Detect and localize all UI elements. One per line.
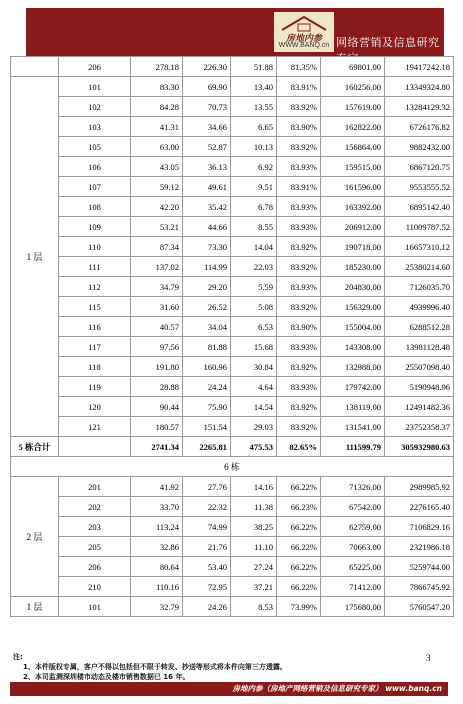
cell-total: 5259744.00 — [385, 557, 454, 577]
cell-unit: 106 — [59, 157, 131, 177]
cell-price: 204830.00 — [321, 277, 385, 297]
cell-price: 155004.00 — [321, 317, 385, 337]
cell-c: 22.03 — [231, 257, 277, 277]
cell-total: 7866745.92 — [385, 577, 454, 597]
table-row — [11, 597, 454, 617]
cell-b: 22.32 — [183, 497, 231, 517]
floor-cell — [11, 57, 59, 77]
page-footer: 房地内参（房地产网络营销及信息研究专家） www.banq.cn — [10, 682, 448, 696]
cell-unit: 121 — [59, 417, 131, 437]
cell-b: 69.90 — [183, 77, 231, 97]
cell-pct: 83.93% — [277, 157, 321, 177]
cell-c: 27.24 — [231, 557, 277, 577]
cell-a: 42.20 — [131, 197, 183, 217]
cell-unit: 107 — [59, 177, 131, 197]
cell-price: 190718.00 — [321, 237, 385, 257]
cell-price: 175680.00 — [321, 597, 385, 617]
cell-unit: 118 — [59, 357, 131, 377]
total-price: 111599.79 — [321, 437, 385, 457]
cell-price: 156864.00 — [321, 137, 385, 157]
cell-total: 6288512.28 — [385, 317, 454, 337]
header-title: 网络营销及信息研究专家 — [336, 36, 440, 65]
cell-c: 6.53 — [231, 317, 277, 337]
cell-c: 6.78 — [231, 197, 277, 217]
cell-total: 19417242.18 — [385, 57, 454, 77]
cell-c: 5.59 — [231, 277, 277, 297]
cell-price: 179742.00 — [321, 377, 385, 397]
page-number: 3 — [426, 653, 431, 663]
cell-c: 4.64 — [231, 377, 277, 397]
table-row — [11, 477, 454, 497]
cell-a: 113.24 — [131, 517, 183, 537]
cell-a: 59.12 — [131, 177, 183, 197]
cell-pct: 83.93% — [277, 217, 321, 237]
sales-table — [10, 56, 454, 617]
cell-total: 7106829.16 — [385, 517, 454, 537]
floor-cell: 1 层 — [11, 77, 59, 437]
table-row — [11, 137, 454, 157]
cell-unit: 101 — [59, 77, 131, 97]
cell-b: 70.73 — [183, 97, 231, 117]
table-row — [11, 537, 454, 557]
cell-pct: 83.92% — [277, 237, 321, 257]
cell-b: 36.13 — [183, 157, 231, 177]
notes-line-2: 2、本司监测深圳楼市动态及楼市销售数据已 16 年。 — [23, 673, 190, 681]
cell-total: 2321986.18 — [385, 537, 454, 557]
cell-a: 110.16 — [131, 577, 183, 597]
total-unit — [59, 437, 131, 457]
cell-b: 24.26 — [183, 597, 231, 617]
cell-pct: 83.93% — [277, 277, 321, 297]
cell-unit: 210 — [59, 577, 131, 597]
cell-price: 185230.00 — [321, 257, 385, 277]
table-row — [11, 397, 454, 417]
cell-b: 21.76 — [183, 537, 231, 557]
cell-total: 11009787.52 — [385, 217, 454, 237]
table-row — [11, 77, 454, 97]
cell-unit: 203 — [59, 517, 131, 537]
table-row — [11, 257, 454, 277]
total-label: 5 栋合计 — [11, 437, 59, 457]
cell-unit: 115 — [59, 297, 131, 317]
cell-total: 25507098.40 — [385, 357, 454, 377]
total-a: 2741.34 — [131, 437, 183, 457]
cell-pct: 83.92% — [277, 297, 321, 317]
cell-a: 53.21 — [131, 217, 183, 237]
cell-b: 49.61 — [183, 177, 231, 197]
cell-price: 67542.00 — [321, 497, 385, 517]
cell-a: 90.44 — [131, 397, 183, 417]
cell-total: 13349324.80 — [385, 77, 454, 97]
cell-unit: 117 — [59, 337, 131, 357]
cell-pct: 83.90% — [277, 117, 321, 137]
cell-unit: 206 — [59, 57, 131, 77]
cell-unit: 120 — [59, 397, 131, 417]
cell-total: 16657310.12 — [385, 237, 454, 257]
cell-total: 23752358.37 — [385, 417, 454, 437]
cell-unit: 109 — [59, 217, 131, 237]
table-row — [11, 217, 454, 237]
table-row — [11, 557, 454, 577]
cell-unit: 201 — [59, 477, 131, 497]
cell-a: 40.57 — [131, 317, 183, 337]
cell-pct: 83.93% — [277, 337, 321, 357]
cell-b: 26.52 — [183, 297, 231, 317]
total-c: 475.53 — [231, 437, 277, 457]
cell-unit: 108 — [59, 197, 131, 217]
cell-unit: 111 — [59, 257, 131, 277]
cell-total: 9882432.00 — [385, 137, 454, 157]
cell-pct: 83.92% — [277, 417, 321, 437]
cell-price: 70663.00 — [321, 537, 385, 557]
cell-a: 32.79 — [131, 597, 183, 617]
cell-pct: 73.99% — [277, 597, 321, 617]
cell-b: 72.95 — [183, 577, 231, 597]
cell-b: 44.66 — [183, 217, 231, 237]
notes-line-1: 1、本件版权专属，客户不得以包括但不限于转发、抄送等形式将本件向第三方透露。 — [23, 663, 287, 671]
table-row — [11, 497, 454, 517]
house-roof-icon — [278, 14, 330, 32]
table-row — [11, 317, 454, 337]
cell-c: 11.38 — [231, 497, 277, 517]
cell-a: 83.30 — [131, 77, 183, 97]
cell-c: 8.53 — [231, 597, 277, 617]
table-row — [11, 337, 454, 357]
total-pct: 82.65% — [277, 437, 321, 457]
cell-a: 34.79 — [131, 277, 183, 297]
cell-unit: 105 — [59, 137, 131, 157]
cell-a: 28.88 — [131, 377, 183, 397]
logo — [274, 12, 334, 52]
cell-a: 191.80 — [131, 357, 183, 377]
cell-total: 6726176.82 — [385, 117, 454, 137]
cell-c: 38.25 — [231, 517, 277, 537]
cell-c: 13.40 — [231, 77, 277, 97]
cell-c: 51.88 — [231, 57, 277, 77]
cell-pct: 83.92% — [277, 137, 321, 157]
table-row — [11, 277, 454, 297]
table-row — [11, 197, 454, 217]
cell-price: 156329.00 — [321, 297, 385, 317]
cell-unit: 119 — [59, 377, 131, 397]
cell-a: 32.86 — [131, 537, 183, 557]
cell-total: 2276165.40 — [385, 497, 454, 517]
cell-pct: 83.91% — [277, 77, 321, 97]
cell-a: 80.64 — [131, 557, 183, 577]
cell-a: 180.57 — [131, 417, 183, 437]
cell-pct: 66.22% — [277, 517, 321, 537]
logo-text: 房地内参 — [285, 33, 322, 43]
cell-pct: 66.22% — [277, 577, 321, 597]
cell-a: 278.18 — [131, 57, 183, 77]
cell-c: 29.03 — [231, 417, 277, 437]
total-total: 305932980.63 — [385, 437, 454, 457]
cell-b: 75.90 — [183, 397, 231, 417]
cell-a: 87.34 — [131, 237, 183, 257]
cell-total: 13284129.32 — [385, 97, 454, 117]
cell-price: 138119.00 — [321, 397, 385, 417]
cell-unit: 205 — [59, 537, 131, 557]
cell-b: 226.30 — [183, 57, 231, 77]
cell-a: 31.60 — [131, 297, 183, 317]
cell-pct: 83.93% — [277, 377, 321, 397]
cell-price: 131541.00 — [321, 417, 385, 437]
cell-total: 6867120.75 — [385, 157, 454, 177]
cell-total: 9553555.52 — [385, 177, 454, 197]
cell-a: 41.92 — [131, 477, 183, 497]
cell-price: 71326.00 — [321, 477, 385, 497]
cell-c: 15.68 — [231, 337, 277, 357]
cell-unit: 116 — [59, 317, 131, 337]
cell-a: 97.56 — [131, 337, 183, 357]
table-row — [11, 577, 454, 597]
cell-pct: 66.22% — [277, 537, 321, 557]
cell-pct: 83.93% — [277, 197, 321, 217]
cell-b: 151.54 — [183, 417, 231, 437]
building-label: 6 栋 — [11, 457, 454, 477]
cell-a: 41.31 — [131, 117, 183, 137]
table-row — [11, 377, 454, 397]
cell-price: 161596.00 — [321, 177, 385, 197]
total-row — [11, 437, 454, 457]
floor-cell: 2 层 — [11, 477, 59, 597]
cell-c: 9.51 — [231, 177, 277, 197]
table-row — [11, 357, 454, 377]
cell-b: 27.76 — [183, 477, 231, 497]
cell-c: 5.08 — [231, 297, 277, 317]
cell-b: 34.04 — [183, 317, 231, 337]
cell-b: 24.24 — [183, 377, 231, 397]
cell-pct: 83.91% — [277, 177, 321, 197]
cell-b: 29.20 — [183, 277, 231, 297]
cell-total: 2989985.92 — [385, 477, 454, 497]
cell-total: 5760547.20 — [385, 597, 454, 617]
table-row — [11, 97, 454, 117]
building-header-row — [11, 457, 454, 477]
cell-unit: 102 — [59, 97, 131, 117]
cell-c: 13.55 — [231, 97, 277, 117]
table-row — [11, 237, 454, 257]
cell-pct: 66.23% — [277, 497, 321, 517]
cell-b: 74.99 — [183, 517, 231, 537]
cell-a: 63.00 — [131, 137, 183, 157]
table-row — [11, 517, 454, 537]
cell-price: 71412.00 — [321, 577, 385, 597]
cell-b: 114.99 — [183, 257, 231, 277]
cell-c: 6.92 — [231, 157, 277, 177]
cell-unit: 206 — [59, 557, 131, 577]
table-row — [11, 297, 454, 317]
cell-b: 81.88 — [183, 337, 231, 357]
notes — [13, 652, 417, 682]
cell-b: 53.40 — [183, 557, 231, 577]
cell-price: 62759.00 — [321, 517, 385, 537]
cell-c: 14.54 — [231, 397, 277, 417]
cell-unit: 112 — [59, 277, 131, 297]
cell-c: 14.16 — [231, 477, 277, 497]
cell-c: 10.13 — [231, 137, 277, 157]
cell-unit: 110 — [59, 237, 131, 257]
cell-price: 132988.00 — [321, 357, 385, 377]
cell-price: 157619.00 — [321, 97, 385, 117]
cell-pct: 66.22% — [277, 557, 321, 577]
cell-c: 8.55 — [231, 217, 277, 237]
cell-unit: 202 — [59, 497, 131, 517]
cell-pct: 66.22% — [277, 477, 321, 497]
table-row — [11, 177, 454, 197]
cell-price: 206912.00 — [321, 217, 385, 237]
cell-c: 11.10 — [231, 537, 277, 557]
cell-total: 13981128.48 — [385, 337, 454, 357]
cell-total: 12491482.36 — [385, 397, 454, 417]
cell-price: 159515.00 — [321, 157, 385, 177]
cell-b: 35.42 — [183, 197, 231, 217]
table-row — [11, 57, 454, 77]
cell-b: 52.87 — [183, 137, 231, 157]
cell-b: 73.30 — [183, 237, 231, 257]
cell-price: 163392.00 — [321, 197, 385, 217]
cell-a: 43.05 — [131, 157, 183, 177]
cell-a: 33.70 — [131, 497, 183, 517]
cell-c: 14.04 — [231, 237, 277, 257]
cell-total: 25380214.60 — [385, 257, 454, 277]
cell-c: 6.65 — [231, 117, 277, 137]
cell-price: 65225.00 — [321, 557, 385, 577]
cell-pct: 83.92% — [277, 357, 321, 377]
cell-unit: 101 — [59, 597, 131, 617]
cell-price: 143308.00 — [321, 337, 385, 357]
cell-a: 84.28 — [131, 97, 183, 117]
cell-a: 137.02 — [131, 257, 183, 277]
cell-price: 160256.00 — [321, 77, 385, 97]
floor-cell: 1 层 — [11, 597, 59, 617]
cell-pct: 83.92% — [277, 397, 321, 417]
cell-price: 69801.00 — [321, 57, 385, 77]
cell-b: 160.96 — [183, 357, 231, 377]
page-header — [26, 8, 444, 65]
cell-c: 37.21 — [231, 577, 277, 597]
logo-url: WWW.BANQ.cn — [278, 42, 330, 49]
cell-pct: 81.35% — [277, 57, 321, 77]
cell-c: 30.84 — [231, 357, 277, 377]
cell-price: 162822.00 — [321, 117, 385, 137]
cell-total: 4939996.40 — [385, 297, 454, 317]
table-row — [11, 417, 454, 437]
cell-unit: 103 — [59, 117, 131, 137]
cell-total: 7126035.70 — [385, 277, 454, 297]
cell-b: 34.66 — [183, 117, 231, 137]
total-b: 2265.81 — [183, 437, 231, 457]
cell-pct: 83.92% — [277, 257, 321, 277]
cell-total: 6895142.40 — [385, 197, 454, 217]
cell-total: 5190948.96 — [385, 377, 454, 397]
notes-title: 注: — [13, 653, 23, 661]
cell-pct: 83.92% — [277, 97, 321, 117]
table-row — [11, 117, 454, 137]
table-row — [11, 157, 454, 177]
cell-pct: 83.90% — [277, 317, 321, 337]
